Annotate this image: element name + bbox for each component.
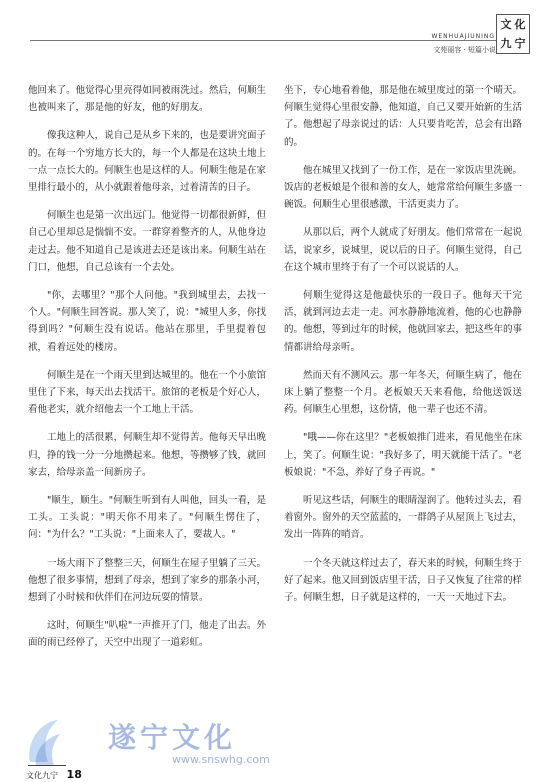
paragraph: 这时，何顺生"叭啦"一声推开了门，他走了出去。外面的雨已经停了，天空中出现了一道彩虹。 (28, 620, 266, 649)
header-romaji: WENHUAJIUNING (431, 33, 495, 40)
paragraph: "你，去哪里？"那个人问他。"我到城里去，去找一个人。"何顺生回答说。那人笑了，说："城里人多，你找得到吗？"何顺生没有说话。他站在那里，手里提着包袱，看着远处的楼房。 (28, 290, 266, 353)
paragraph: 他在城里又找到了一份工作，是在一家饭店里洗碗。饭店的老板娘是个很和善的女人，她常常给何顺生多盛一碗饭。何顺生心里很感激，干活更卖力了。 (284, 164, 522, 211)
footer-rule (28, 765, 66, 766)
paragraph: 一场大雨下了整整三天，何顺生在屋子里躺了三天。他想了很多事情，想到了母亲，想到了家乡的那条小河，想到了小时候和伙伴们在河边玩耍的情景。 (28, 557, 266, 604)
paragraph: 一个冬天就这样过去了，春天来的时候，何顺生终于好了起来。他又回到饭店里干活，日子又恢复了往常的样子。何顺生想，日子就是这样的，一天一天地过下去。 (284, 557, 522, 604)
right-text-column (284, 82, 522, 617)
footer (26, 768, 82, 781)
paragraph: 他回来了。他觉得心里亮得如同被雨洗过。然后，何顺生也被叫来了，那是他的好友，他的好朋友。 (28, 85, 266, 114)
left-text-column (28, 82, 266, 663)
paragraph: 坐下，专心地看着他，那是他在城里度过的第一个晴天。何顺生觉得心里很安静，他知道，自己又要开始新的生活了。他想起了母亲说过的话：人只要肯吃苦，总会有出路的。 (284, 85, 522, 148)
paragraph: 像我这种人，说自己是从乡下来的，也是要讲究面子的。在每一个穷地方长大的，每一个人都是在这块土地上一点一点长大的。何顺生也是这样的人。何顺生他是在家里排行最小的，从小就跟着他母亲，过着清苦的日子。 (28, 130, 266, 194)
watermark-url: www.snswhg.com (172, 753, 270, 766)
paragraph: "顺生，顺生。"何顺生听到有人叫他，回头一看，是工头。工头说："明天你不用来了。"何顺生愣住了，问："为什么？"工头说："上面来人了，要裁人。" (28, 495, 266, 541)
paragraph: 何顺生也是第一次出远门。他觉得一切都很新鲜，但自己心里却总是惴惴不安。一群穿着整齐的人，从他身边走过去。他不知道自己是该进去还是该出来。何顺生站在门口，他想，自己总该有一个去处。 (28, 210, 266, 273)
watermark-swirl-icon (22, 712, 66, 772)
page-number: 18 (66, 768, 82, 781)
logo-char: 九 (500, 37, 512, 50)
paragraph: 听见这些话，何顺生的眼睛湿润了。他转过头去，看着窗外。窗外的天空蓝蓝的，一群鸽子从屋顶上飞过去，发出一阵阵的哨音。 (284, 495, 522, 541)
logo-char: 宁 (514, 37, 526, 50)
watermark-title: 遂宁文化 (108, 721, 237, 754)
paragraph: 何顺生是在一个雨天里到达城里的。他在一个小旅馆里住了下来，每天出去找活干。旅馆的老板是个好心人，看他老实，就介绍他去一个工地上干活。 (28, 369, 266, 416)
header-rule (30, 40, 496, 41)
paragraph: "哦——你在这里？"老板娘推门进来，看见他坐在床上，笑了。何顺生说："我好多了，明天就能干活了。"老板娘说："不急，养好了身子再说。" (284, 432, 522, 478)
journal-logo (496, 14, 530, 54)
paragraph: 然而天有不测风云。那一年冬天，何顺生病了，他在床上躺了整整一个月。老板娘天天来看他，给他送饭送药。何顺生心里想，这份情，他一辈子也还不清。 (284, 369, 522, 416)
footer-journal: 文化九宁 (26, 771, 58, 780)
paragraph: 从那以后，两个人就成了好朋友。他们常常在一起说话，说家乡，说城里，说以后的日子。何顺生觉得，自己在这个城市里终于有了一个可以说话的人。 (284, 227, 522, 273)
paragraph: 工地上的活很累，何顺生却不觉得苦。他每天早出晚归，挣的钱一分一分地攒起来。他想，等攒够了钱，就回家去，给母亲盖一间新房子。 (28, 432, 266, 478)
header-column-label: 文苑丽容 · 短篇小说 (433, 46, 496, 54)
logo-char: 文 (500, 18, 512, 31)
logo-char: 化 (514, 18, 526, 31)
paragraph: 何顺生觉得这是他最快乐的一段日子。他每天干完活，就到河边去走一走。河水静静地流着，他的心也静静的。他想，等到过年的时候，他就回家去，把这些年的事情都讲给母亲听。 (284, 290, 522, 353)
